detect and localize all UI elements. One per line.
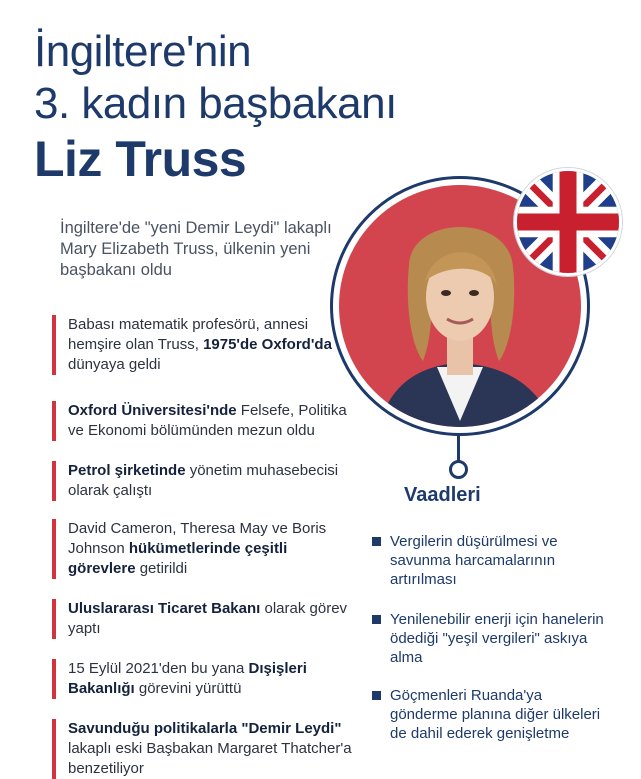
timeline-highlight: 1975'de Oxford'da [203, 336, 332, 353]
timeline-text: Felsefe, Politika ve Ekonomi bölümünden mezun oldu [68, 402, 347, 439]
promise-item [372, 610, 612, 667]
promises-title: Vaadleri [404, 484, 481, 506]
timeline-highlight: Uluslararası Ticaret Bakanı [68, 600, 261, 617]
timeline-text: getirildi [135, 560, 188, 577]
timeline-text: David Cameron, Theresa May ve Boris Johnson [68, 520, 327, 557]
timeline-text: olarak görev yaptı [68, 600, 348, 637]
promise-text: Yenilenebilir enerji için hanelerin ödediği "yeşil vergileri" askıya alma [390, 611, 604, 666]
timeline-text: lakaplı eski Başbakan Margaret Thatcher'a benzetiliyor [68, 740, 352, 777]
connector-dot [449, 460, 468, 479]
promise-item [372, 532, 612, 589]
bullet-square-icon [372, 691, 381, 700]
timeline-highlight: Dışişleri Bakanlığı [68, 660, 307, 697]
uk-flag-icon [514, 168, 622, 276]
timeline-event-foreign-ministry [52, 659, 352, 699]
timeline-event-iron-lady [52, 719, 352, 779]
bullet-square-icon [372, 537, 381, 546]
promise-item [372, 686, 612, 743]
timeline-highlight: Petrol şirketinde [68, 462, 186, 479]
subtitle: İngiltere'de "yeni Demir Leydi" lakaplı Mary Elizabeth Truss, ülkenin yeni başbakanı oldu [60, 219, 332, 279]
bullet-square-icon [372, 615, 381, 624]
headline [34, 26, 397, 188]
promise-text: Vergilerin düşürülmesi ve savunma harcamalarının artırılması [390, 533, 558, 588]
timeline-event-education [52, 401, 352, 441]
timeline-event-oil-company [52, 461, 352, 501]
headline-line-1: İngiltere'nin [34, 27, 252, 76]
timeline-highlight: Savunduğu politikalarla "Demir Leydi" [68, 720, 342, 737]
timeline-text: dünyaya geldi [68, 356, 161, 373]
timeline-event-birth [52, 315, 352, 375]
headline-line-2: 3. kadın başbakanı [34, 79, 397, 128]
timeline-highlight: Oxford Üniversitesi'nde [68, 402, 237, 419]
timeline-text: Babası matematik profesörü, annesi hemşire olan Truss, [68, 316, 309, 353]
timeline-event-governments [52, 519, 352, 579]
timeline-text: yönetim muhasebecisi olarak çalıştı [68, 462, 339, 499]
timeline-event-trade-minister [52, 599, 352, 639]
promise-text: Göçmenleri Ruanda'ya gönderme planına diğer ülkeleri de dahil ederek genişletme [390, 687, 601, 742]
headline-name: Liz Truss [34, 131, 247, 187]
timeline-text: 15 Eylül 2021'den bu yana [68, 660, 249, 677]
timeline-text: görevini yürüttü [134, 680, 242, 697]
timeline-highlight: hükümetlerinde çeşitli görevlere [68, 540, 288, 577]
